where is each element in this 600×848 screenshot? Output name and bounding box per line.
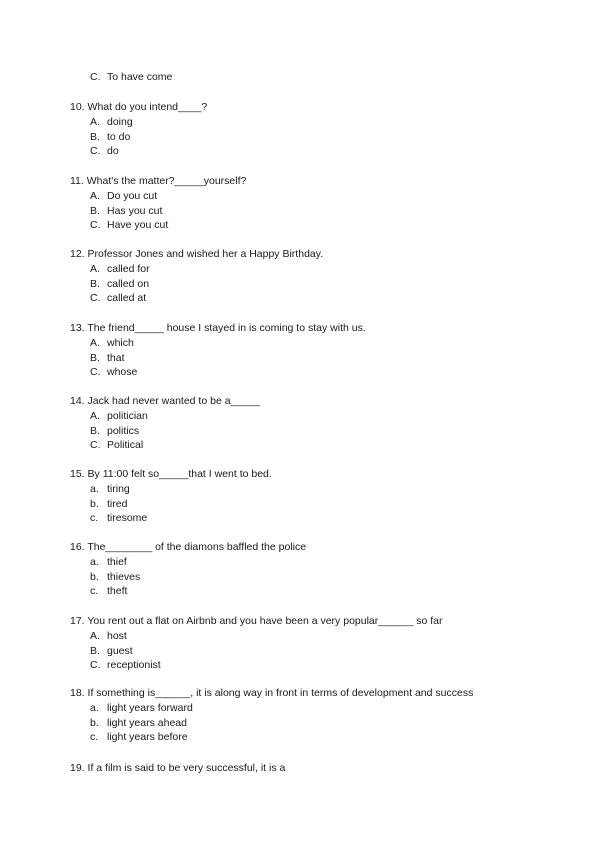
question-number: 10.	[70, 101, 85, 113]
option-letter: b.	[90, 716, 99, 729]
option-text: to do	[107, 130, 131, 143]
question-text	[70, 100, 570, 115]
question-text	[70, 467, 570, 482]
question-block-12	[70, 247, 570, 306]
option-letter: C.	[90, 366, 101, 379]
question-text	[70, 686, 570, 701]
option-letter: C.	[90, 71, 101, 83]
question-prompt: By 11:00 felt so_____that I went to bed.	[87, 468, 272, 480]
option-letter: A.	[90, 190, 100, 202]
option-letter: A.	[90, 630, 100, 642]
option-item	[70, 438, 570, 453]
option-item	[70, 218, 570, 233]
option-letter: C.	[90, 219, 101, 232]
option-item	[70, 351, 570, 366]
option-text: To have come	[107, 71, 173, 83]
question-block-14	[70, 394, 570, 453]
option-letter: b.	[90, 497, 99, 510]
option-letter: C.	[90, 145, 101, 158]
question-text	[70, 614, 570, 629]
option-letter: c.	[90, 731, 99, 744]
option-letter: a.	[90, 556, 99, 568]
option-text: Has you cut	[107, 204, 163, 217]
option-item	[70, 277, 570, 292]
option-item	[70, 365, 570, 380]
option-text: thieves	[107, 570, 141, 583]
question-prompt: If something is______, it is along way in front in terms of development and success	[87, 687, 474, 699]
question-text	[70, 761, 570, 776]
option-text: light years forward	[107, 702, 193, 714]
option-text: Political	[107, 439, 144, 452]
option-item	[70, 555, 570, 570]
option-item	[70, 511, 570, 526]
option-text: doing	[107, 116, 133, 128]
option-text: that	[107, 351, 125, 364]
question-block-13	[70, 321, 570, 380]
question-prompt: What do you intend____?	[87, 101, 208, 113]
option-text: do	[107, 145, 119, 158]
option-letter: A.	[90, 410, 100, 422]
option-item	[70, 262, 570, 277]
option-letter: c.	[90, 512, 99, 525]
option-item	[70, 144, 570, 159]
question-text	[70, 174, 570, 189]
question-prompt: Jack had never wanted to be a_____	[87, 395, 260, 407]
option-item	[70, 730, 570, 745]
question-prompt: You rent out a flat on Airbnb and you have been a very popular______ so far	[87, 615, 443, 627]
option-text: called at	[107, 292, 147, 305]
option-text: guest	[107, 644, 133, 657]
option-item	[70, 424, 570, 439]
question-block-16	[70, 540, 570, 599]
option-letter: A.	[90, 116, 100, 128]
question-block-17	[70, 614, 570, 673]
option-letter: A.	[90, 337, 100, 349]
option-text: whose	[107, 366, 138, 379]
option-letter: a.	[90, 702, 99, 714]
option-letter: C.	[90, 439, 101, 452]
question-prompt: The________ of the diamons baffled the police	[87, 541, 307, 553]
option-item	[70, 189, 570, 204]
option-text: receptionist	[107, 659, 161, 672]
option-letter: b.	[90, 570, 99, 583]
question-block-9-continued	[70, 70, 570, 85]
option-item	[70, 130, 570, 145]
option-letter: c.	[90, 585, 99, 598]
question-prompt: The friend_____ house I stayed in is coming to stay with us.	[87, 322, 366, 334]
question-block-15	[70, 467, 570, 526]
option-item	[70, 629, 570, 644]
question-number: 11.	[70, 175, 84, 187]
option-item	[70, 701, 570, 716]
option-text: theft	[107, 585, 128, 598]
option-item	[70, 70, 570, 85]
option-text: thief	[107, 556, 127, 568]
option-text: host	[107, 630, 127, 642]
option-letter: C.	[90, 292, 101, 305]
option-text: Have you cut	[107, 219, 169, 232]
option-letter: B.	[90, 277, 100, 290]
question-number: 16.	[70, 541, 85, 553]
option-letter: B.	[90, 130, 100, 143]
option-text: politician	[107, 410, 148, 422]
question-text	[70, 247, 570, 262]
question-prompt: Professor Jones and wished her a Happy Birthday.	[87, 248, 324, 260]
option-text: tiresome	[107, 512, 148, 525]
question-number: 13.	[70, 322, 85, 334]
option-item	[70, 584, 570, 599]
question-text	[70, 540, 570, 555]
option-item	[70, 570, 570, 585]
option-letter: B.	[90, 351, 100, 364]
option-item	[70, 497, 570, 512]
option-text: politics	[107, 424, 140, 437]
question-block-18	[70, 686, 570, 745]
option-letter: B.	[90, 424, 100, 437]
option-text: which	[107, 337, 134, 349]
option-text: tiring	[107, 483, 130, 495]
option-text: tired	[107, 497, 128, 510]
option-letter: B.	[90, 204, 100, 217]
option-text: light years before	[107, 731, 188, 744]
option-item	[70, 644, 570, 659]
option-text: Do you cut	[107, 190, 158, 202]
option-item	[70, 658, 570, 673]
option-text: light years ahead	[107, 716, 187, 729]
question-number: 15.	[70, 468, 85, 480]
option-item	[70, 409, 570, 424]
option-item	[70, 482, 570, 497]
question-block-10	[70, 100, 570, 159]
question-number: 18.	[70, 687, 85, 699]
question-block-11	[70, 174, 570, 233]
option-letter: C.	[90, 659, 101, 672]
option-item	[70, 291, 570, 306]
option-item	[70, 204, 570, 219]
question-prompt: What's the matter?_____yourself?	[86, 175, 247, 187]
option-item	[70, 115, 570, 130]
option-item	[70, 336, 570, 351]
option-letter: a.	[90, 483, 99, 495]
option-item	[70, 716, 570, 731]
question-number: 14.	[70, 395, 85, 407]
option-text: called for	[107, 263, 150, 275]
question-prompt: If a film is said to be very successful, it is a	[87, 762, 286, 774]
option-letter: A.	[90, 263, 100, 275]
question-number: 17.	[70, 615, 85, 627]
question-block-19	[70, 761, 570, 776]
question-number: 19.	[70, 762, 85, 774]
question-text	[70, 321, 570, 336]
question-number: 12.	[70, 248, 85, 260]
option-letter: B.	[90, 644, 100, 657]
question-text	[70, 394, 570, 409]
option-text: called on	[107, 277, 150, 290]
